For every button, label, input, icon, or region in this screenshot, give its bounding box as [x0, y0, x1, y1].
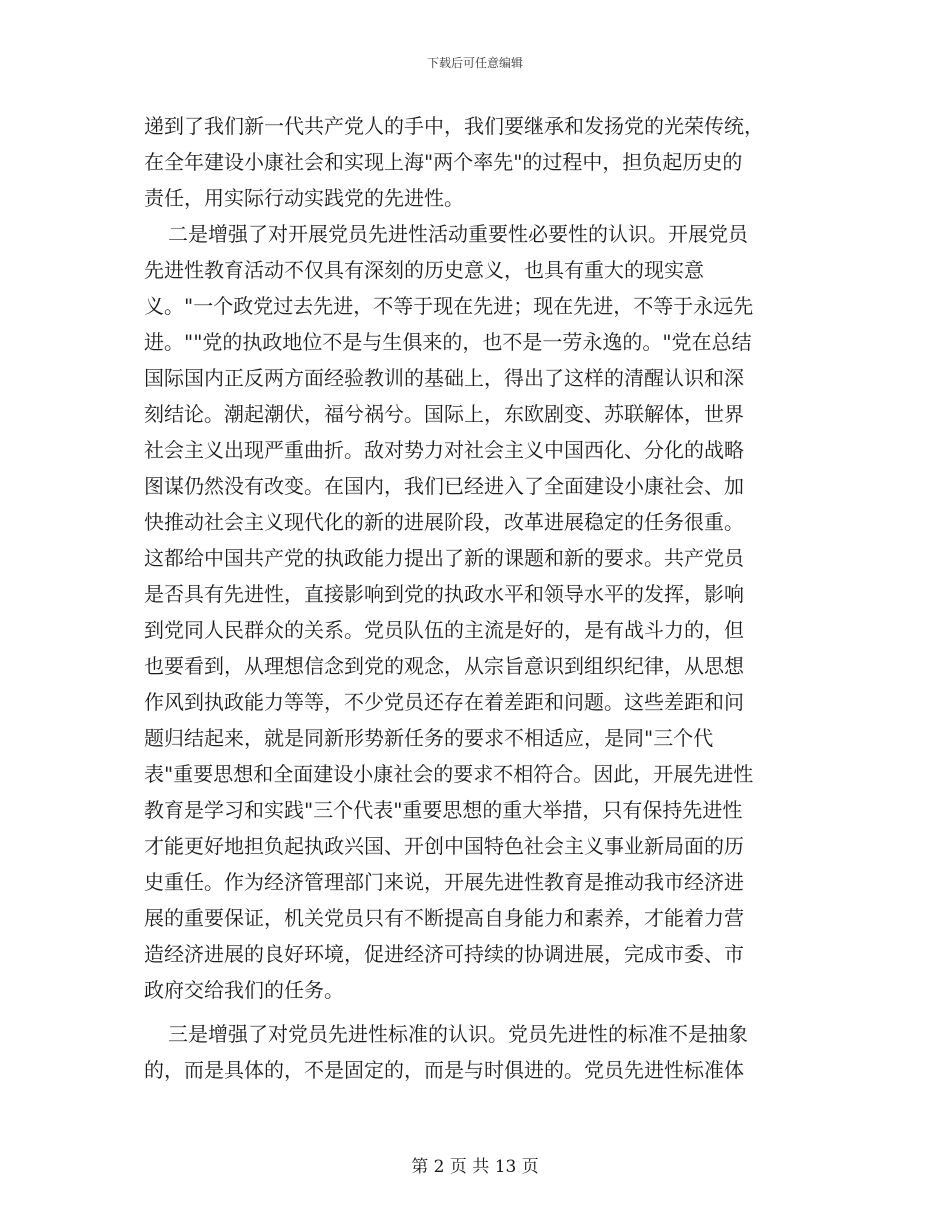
text-line: 是否具有先进性，直接影响到党的执政水平和领导水平的发挥，影响	[144, 582, 744, 606]
page-header-note: 下载后可任意编辑	[426, 56, 523, 70]
paragraph-start-line: 三是增强了对党员先进性标准的认识。党员先进性的标准不是抽象	[168, 1022, 748, 1046]
text-line: 教育是学习和实践"三个代表"重要思想的重大举措，只有保持先进性	[144, 798, 743, 822]
text-line: 这都给中国共产党的执政能力提出了新的课题和新的要求。共产党员	[144, 546, 744, 570]
page-number: 第 2 页 共 13 页	[411, 1157, 539, 1177]
text-line: 图谋仍然没有改变。在国内，我们已经进入了全面建设小康社会、加	[144, 474, 744, 498]
text-line: 先进性教育活动不仅具有深刻的历史意义，也具有重大的现实意	[144, 258, 704, 282]
text-line: 作风到执政能力等等，不少党员还存在着差距和问题。这些差距和问	[144, 690, 744, 714]
text-line: 表"重要思想和全面建设小康社会的要求不相符合。因此，开展先进性	[144, 762, 754, 786]
text-line: 刻结论。潮起潮伏，福兮祸兮。国际上，东欧剧变、苏联解体，世界	[144, 402, 744, 426]
text-line: 义。"一个政党过去先进，不等于现在先进；现在先进，不等于永远先	[144, 294, 754, 318]
text-line: 递到了我们新一代共产党人的手中，我们要继承和发扬党的光荣传统，	[144, 114, 764, 138]
text-line: 到党同人民群众的关系。党员队伍的主流是好的，是有战斗力的，但	[144, 618, 744, 642]
text-line: 造经济进展的良好环境，促进经济可持续的协调进展，完成市委、市	[144, 942, 744, 966]
text-line: 进。""党的执政地位不是与生俱来的，也不是一劳永逸的。"党在总结	[144, 330, 752, 354]
text-line: 国际国内正反两方面经验教训的基础上，得出了这样的清醒认识和深	[144, 366, 744, 390]
text-line: 才能更好地担负起执政兴国、开创中国特色社会主义事业新局面的历	[144, 834, 744, 858]
text-line: 的，而是具体的，不是固定的，而是与时俱进的。党员先进性标准体	[144, 1058, 744, 1082]
text-line: 责任，用实际行动实践党的先进性。	[144, 186, 464, 210]
text-line: 也要看到，从理想信念到党的观念，从宗旨意识到组织纪律，从思想	[144, 654, 744, 678]
text-line: 题归结起来，就是同新形势新任务的要求不相适应，是同"三个代	[144, 726, 714, 750]
document-body	[144, 108, 808, 1088]
text-line: 在全年建设小康社会和实现上海"两个率先"的过程中，担负起历史的	[144, 150, 743, 174]
text-line: 史重任。作为经济管理部门来说，开展先进性教育是推动我市经济进	[144, 870, 744, 894]
paragraph-start-line: 二是增强了对开展党员先进性活动重要性必要性的认识。开展党员	[168, 222, 748, 246]
text-line: 快推动社会主义现代化的新的进展阶段，改革进展稳定的任务很重。	[144, 510, 744, 534]
text-line: 社会主义出现严重曲折。敌对势力对社会主义中国西化、分化的战略	[144, 438, 744, 462]
text-line: 展的重要保证，机关党员只有不断提高自身能力和素养，才能着力营	[144, 906, 744, 930]
text-line: 政府交给我们的任务。	[144, 978, 344, 1002]
